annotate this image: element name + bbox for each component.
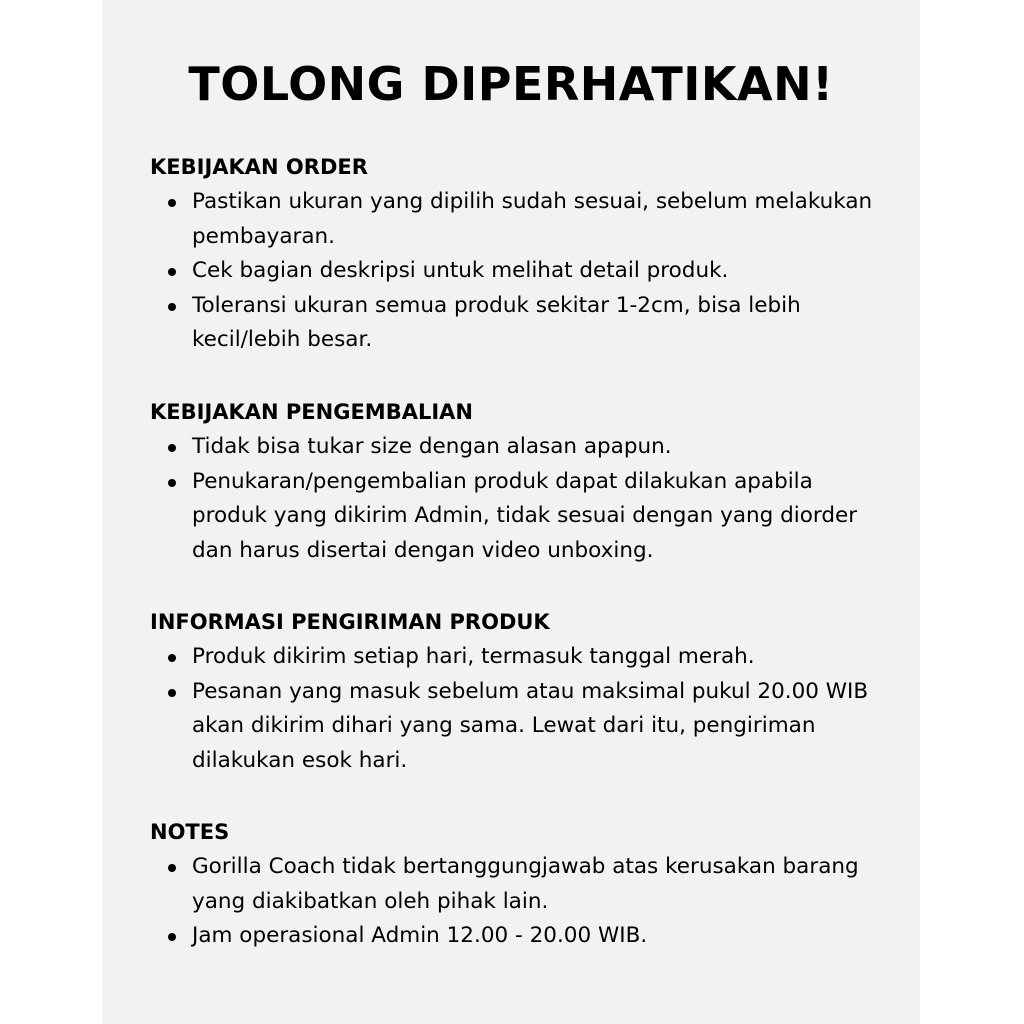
bullet-list <box>150 850 890 954</box>
bullet-icon <box>168 933 176 941</box>
list-item <box>150 919 890 954</box>
list-item <box>150 254 890 289</box>
bullet-icon <box>168 268 176 276</box>
bullet-icon <box>168 199 176 207</box>
list-item-text: Jam operasional Admin 12.00 - 20.00 WIB. <box>192 923 648 948</box>
notice-card <box>102 0 920 1024</box>
list-item-text: Produk dikirim setiap hari, termasuk tanggal merah. <box>192 644 755 669</box>
section-heading: KEBIJAKAN PENGEMBALIAN <box>150 400 473 424</box>
bullet-list <box>150 640 890 778</box>
section-heading: NOTES <box>150 820 230 844</box>
list-item-text: Penukaran/pengembalian produk dapat dilakukan apabila produk yang dikirim Admin, tidak sesuai dengan yang diorder dan harus disertai dengan video unboxing. <box>192 468 858 563</box>
list-item <box>150 430 890 465</box>
list-item-text: Gorilla Coach tidak bertanggungjawab atas kerusakan barang yang diakibatkan oleh pihak lain. <box>192 854 859 914</box>
bullet-icon <box>168 654 176 662</box>
section-heading: KEBIJAKAN ORDER <box>150 155 368 179</box>
list-item-text: Pastikan ukuran yang dipilih sudah sesuai, sebelum melakukan pembayaran. <box>192 189 873 249</box>
list-item-text: Toleransi ukuran semua produk sekitar 1-2cm, bisa lebih kecil/lebih besar. <box>192 292 801 352</box>
bullet-icon <box>168 864 176 872</box>
list-item-text: Tidak bisa tukar size dengan alasan apapun. <box>192 434 672 459</box>
list-item <box>150 850 890 919</box>
list-item-text: Cek bagian deskripsi untuk melihat detail produk. <box>192 258 729 283</box>
bullet-list <box>150 430 890 568</box>
list-item <box>150 640 890 675</box>
list-item-text: Pesanan yang masuk sebelum atau maksimal pukul 20.00 WIB akan dikirim dihari yang sama. Lewat dari itu, pengiriman dilakukan esok hari. <box>192 678 869 773</box>
section-heading: INFORMASI PENGIRIMAN PRODUK <box>150 610 550 634</box>
bullet-icon <box>168 444 176 452</box>
bullet-icon <box>168 303 176 311</box>
page-title: TOLONG DIPERHATIKAN! <box>188 57 834 111</box>
list-item <box>150 289 890 358</box>
bullet-icon <box>168 689 176 697</box>
list-item <box>150 465 890 569</box>
section-return-policy <box>150 397 890 568</box>
list-item <box>150 675 890 779</box>
list-item <box>150 185 890 254</box>
bullet-list <box>150 185 890 358</box>
section-notes <box>150 817 890 954</box>
section-shipping-info <box>150 607 890 778</box>
section-order-policy <box>150 152 890 358</box>
bullet-icon <box>168 479 176 487</box>
